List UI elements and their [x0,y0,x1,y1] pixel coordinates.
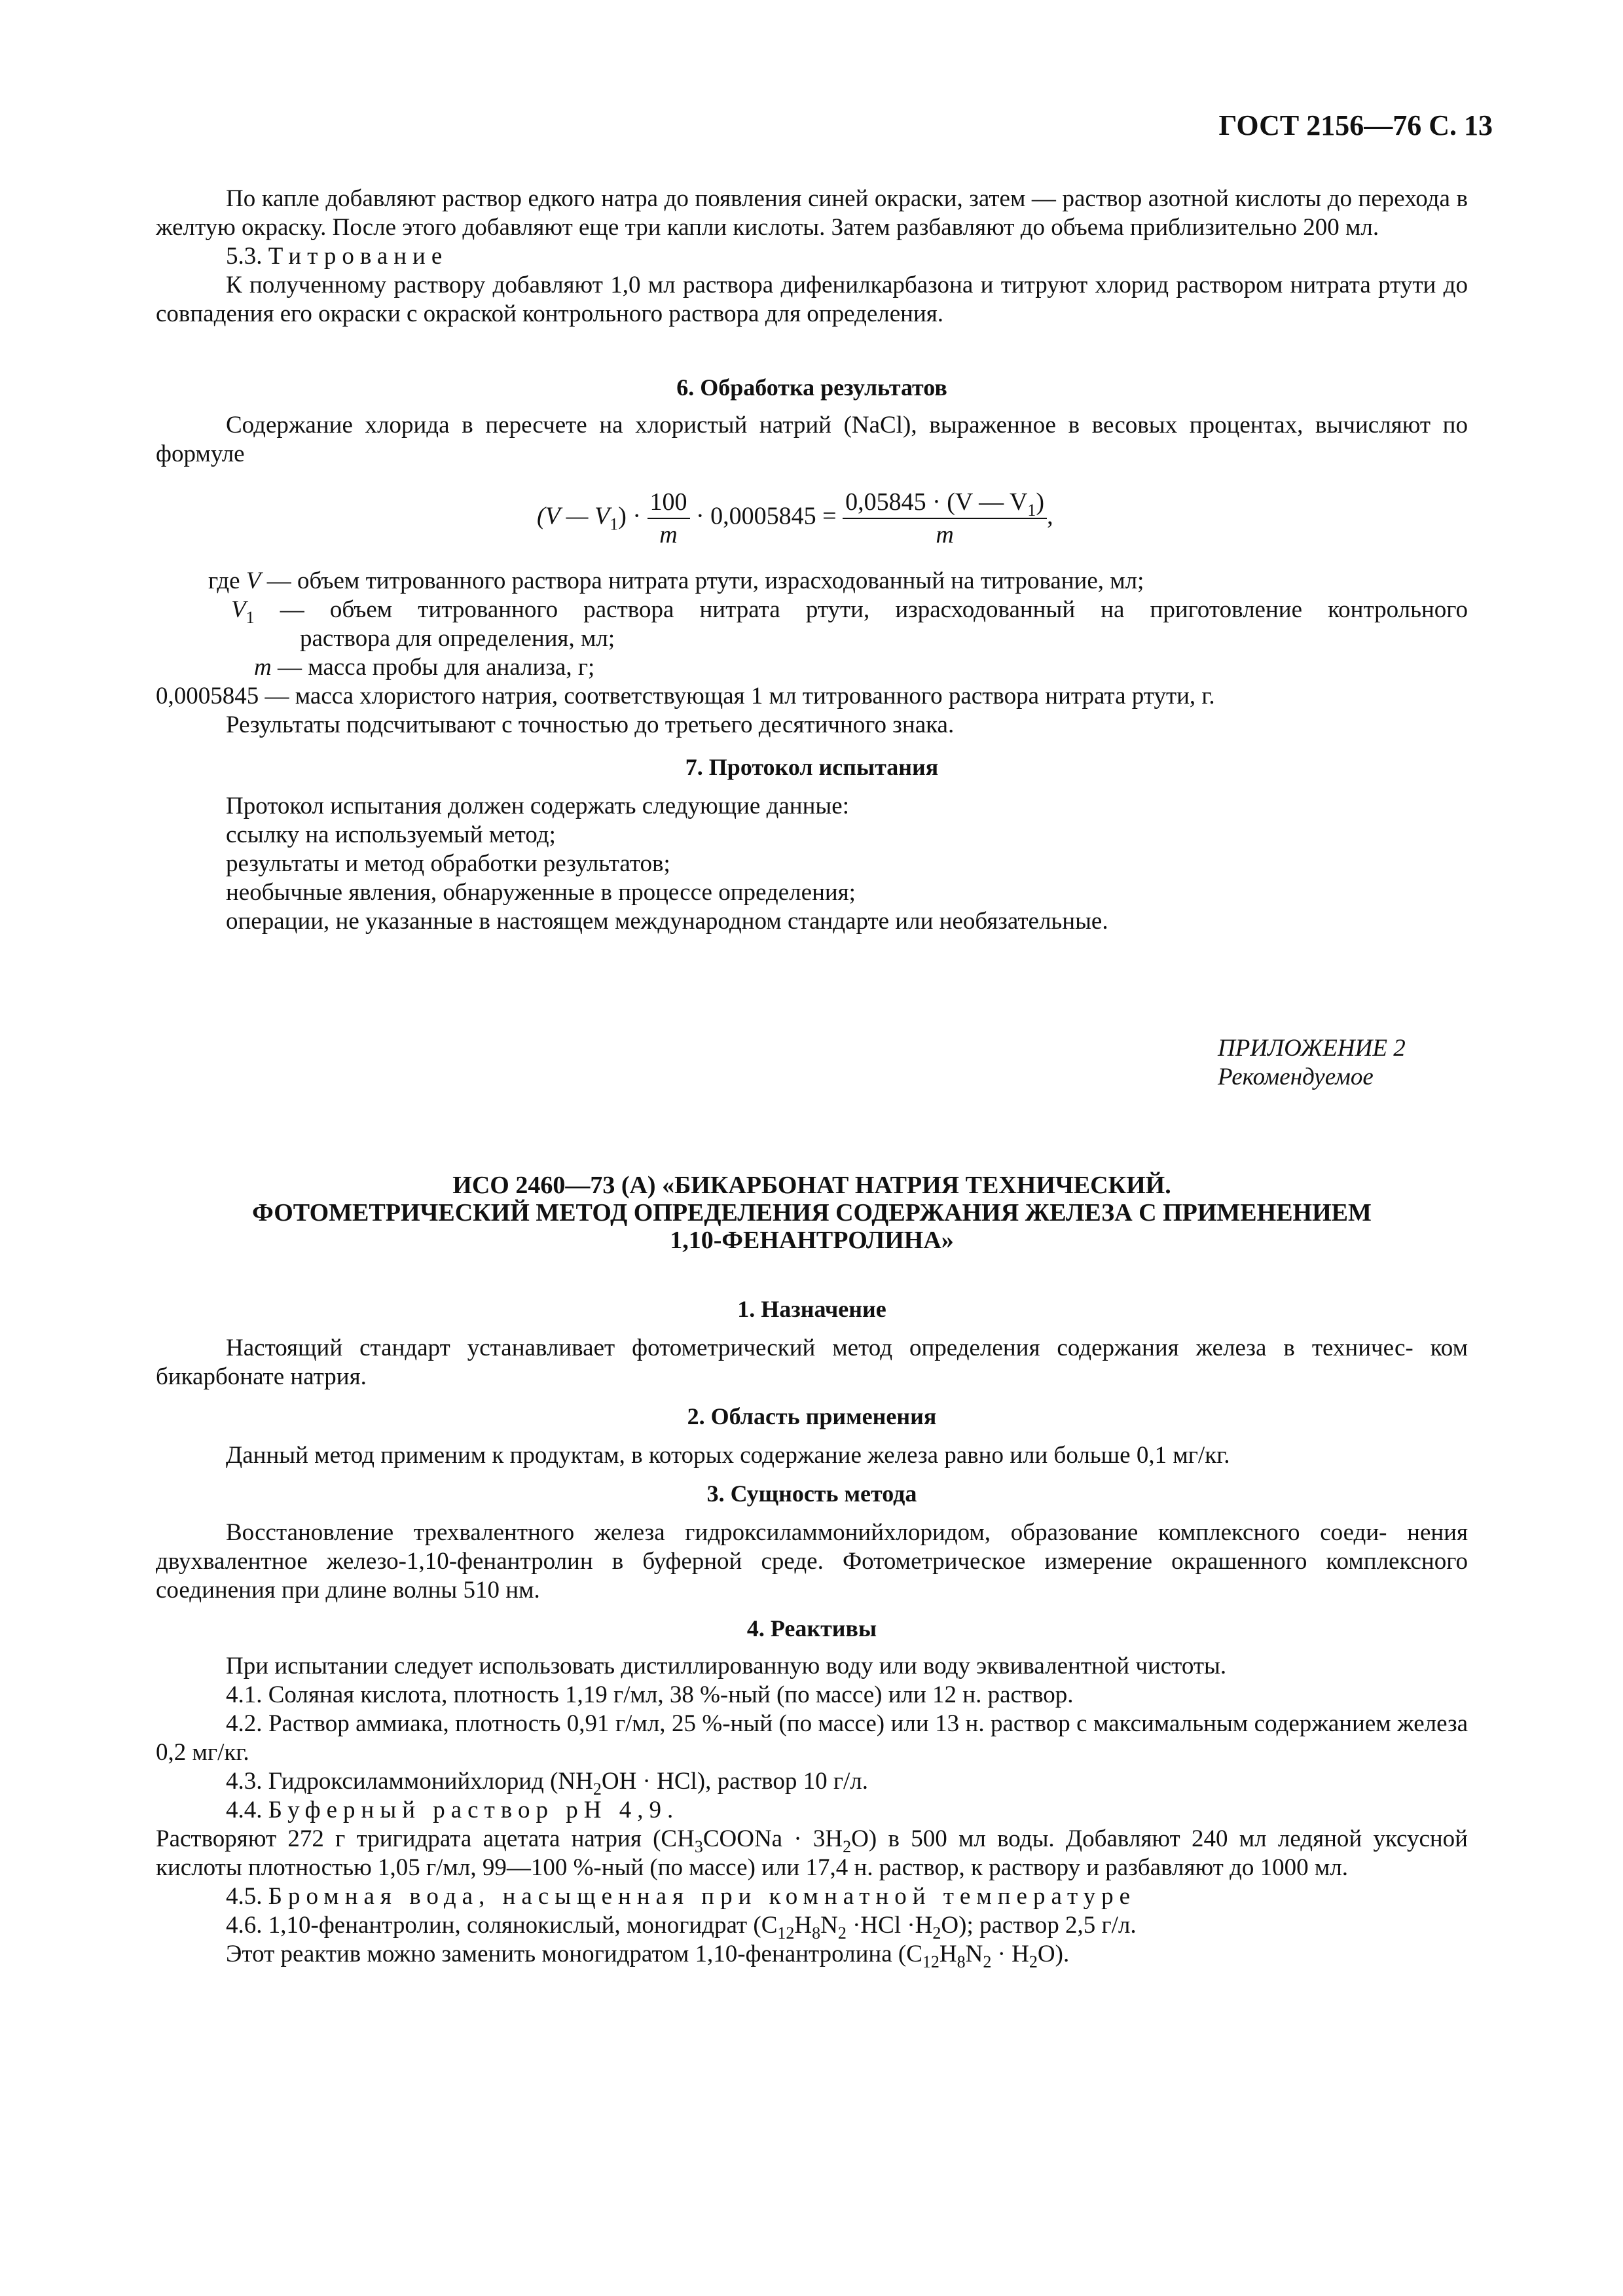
section-3-title: 3. Сущность метода [706,1480,917,1507]
formula-subscript: 1 [610,514,619,534]
definition-v1-text: — объем титрованного раствора нитрата ртути, израсходованный на приготовление контрольного [280,596,1468,623]
section-3-text: Восстановление трехвалентного железа гидроксиламмонийхлоридом, образование комплексного соеди- нения двухвалентное железо-1,10-фенантролин в буферной среде. Фотометрическое измерение окрашенного комплексного соединения при длине волны 510 нм. [156,1519,1468,1604]
item-4-6-note [156,1940,1468,1969]
subscript: 12 [777,1924,795,1943]
fraction-numerator: 100 [647,488,690,519]
text: 4.6. 1,10-фенантролин, солянокислый, моногидрат (C [226,1912,778,1939]
subscript: 8 [812,1924,821,1943]
item-number: 4.5. [226,1883,263,1910]
fraction-result [843,488,1047,549]
section-4-intro: При испытании следует использовать дистиллированную воду или воду эквивалентной чистоты. [226,1653,1227,1679]
definition-v1 [156,596,1468,627]
text: N [965,1941,983,1967]
formula-middle: · 0,0005845 = [696,502,837,530]
text: · H [991,1941,1029,1967]
item-4-3 [156,1767,1468,1799]
item-4-4-text-b: COONa · 3H [702,1825,843,1852]
definition-constant-text: — масса хлористого натрия, соответствующая 1 мл титрованного раствора нитрата ртути, г. [264,683,1215,709]
results-precision: Результаты подсчитывают с точностью до третьего десятичного знака. [226,711,955,738]
item-title: Бромная вода, насыщенная при комнатной температуре [268,1883,1137,1910]
item-4-4-heading [156,1796,1468,1825]
subscript: 2 [593,1780,602,1799]
item-4-1: 4.1. Соляная кислота, плотность 1,19 г/мл, 38 %-ный (по массе) или 12 н. раствор. [226,1681,1074,1708]
symbol-v: V [246,567,261,594]
section-7 [156,753,1468,936]
definition-constant [156,682,1468,711]
item-4-5 [156,1882,1468,1911]
text: O); раствор 2,5 г/л. [941,1912,1137,1939]
item-4-4-text-a: Растворяют 272 г тригидрата ацетата натрия (CH [156,1825,695,1852]
numerator-subscript: 1 [1027,501,1036,520]
section-6-title: 6. Обработка результатов [676,374,947,401]
text: N [820,1912,838,1939]
item-4-6 [156,1911,1468,1943]
list-item: результаты и метод обработки результатов; [226,850,670,877]
definition-v [156,567,1468,596]
section-7-title: 7. Протокол испытания [685,754,939,780]
definition-m-text: — масса пробы для анализа, г; [277,654,595,681]
section-title: Титрование [268,243,448,270]
formula-tail: , [1047,502,1053,530]
list-item: необычные явления, обнаруженные в процессе определения; [226,879,856,906]
symbol-constant: 0,0005845 [156,683,259,709]
fraction-result-denominator: m [936,521,954,548]
section-4-title: 4. Реактивы [746,1615,877,1641]
section-1-text: Настоящий стандарт устанавливает фотометрический метод определения содержания железа в техничес- ком бикарбонате натрия. [156,1335,1468,1390]
formula-lhs: (V — V [537,502,610,530]
section-6-text: Содержание хлорида в пересчете на хлористый натрий (NaCl), выраженное в весовых процентах, вычисляют по формуле [156,412,1468,467]
appendix-label [1218,1034,1480,1092]
section-5-3-heading [156,242,1468,271]
document-title-line: ФОТОМЕТРИЧЕСКИЙ МЕТОД ОПРЕДЕЛЕНИЯ СОДЕРЖАНИЯ ЖЕЛЕЗА С ПРИМЕНЕНИЕМ [252,1199,1372,1227]
definition-v1-continued: раствора для определения, мл; [300,625,615,652]
formula-lhs-close: ) · [618,502,641,530]
definition-m [156,653,1468,682]
appendix-title: ПРИЛОЖЕНИЕ 2 [1218,1035,1406,1062]
text: H [939,1941,957,1967]
document-title-line: ИСО 2460—73 (А) «БИКАРБОНАТ НАТРИЯ ТЕХНИЧЕСКИЙ. [452,1172,1171,1199]
section-2-title: 2. Область применения [687,1403,937,1429]
section-2-text: Данный метод применим к продуктам, в которых содержание железа равно или больше 0,1 мг/кг. [226,1442,1230,1469]
intro-block [156,185,1468,329]
symbol-v1-subscript: 1 [246,608,255,627]
subscript: 2 [983,1952,992,1971]
list-item: ссылку на используемый метод; [226,821,556,848]
subscript: 2 [843,1837,852,1856]
subscript: 8 [957,1952,966,1971]
text: H [794,1912,812,1939]
subscript: 12 [922,1952,939,1971]
symbol-v1: V [231,596,246,623]
item-4-4-text-c: O) в 500 мл воды. Добавляют 240 мл ледяной уксусной кислоты плотностью 1,05 г/мл, 99—100 %-ный (по массе) или 17,4 н. раствор, к раствору и разбавляют до 1000 мл. [156,1825,1468,1881]
fraction-denominator: m [659,521,678,548]
definition-v-text: — объем титрованного раствора нитрата ртути, израсходованный на титрование, мл; [266,567,1144,594]
subscript: 3 [694,1837,703,1856]
item-4-3-text-end: OH · HCl), раствор 10 г/л. [601,1768,869,1795]
subscript: 2 [932,1924,941,1943]
section-1-title: 1. Назначение [737,1296,886,1322]
list-item: Протокол испытания должен содержать следующие данные: [226,793,849,819]
text: Этот реактив можно заменить моногидратом 1,10-фенантролина (C [226,1941,922,1967]
text: ·HCl ·H [846,1912,933,1939]
text: O). [1037,1941,1070,1967]
numerator-close: ) [1036,488,1045,516]
list-item: операции, не указанные в настоящем международном стандарте или необязательные. [226,908,1108,935]
symbol-m: m [254,654,272,681]
intro-paragraph: По капле добавляют раствор едкого натра до появления синей окраски, затем — раствор азотной кислоты до перехода в желтую окраску. После этого добавляют еще три капли кислоты. Затем разбавляют до объема приблизительно 200 мл. [156,185,1468,241]
document-title [156,1172,1468,1254]
section-number: 5.3. [226,243,263,270]
section-7-list [156,792,1468,936]
subscript: 2 [1029,1952,1038,1971]
formula [537,488,1126,560]
section-5-3-text: К полученному раствору добавляют 1,0 мл раствора дифенилкарбазона и титруют хлорид раствором нитрата ртути до совпадения его окраски с окраской контрольного раствора для определения. [156,272,1468,327]
section-6 [156,373,1468,469]
fraction-100-over-m [647,488,690,549]
item-number: 4.4. [226,1797,263,1823]
item-title: Буферный раствор рН 4,9. [268,1797,680,1823]
numerator-text: 0,05845 · (V — V [845,488,1028,516]
subscript: 2 [837,1924,847,1943]
item-4-2: 4.2. Раствор аммиака, плотность 0,91 г/мл, 25 %-ный (по массе) или 13 н. раствор с максимальным содержанием железа 0,2 мг/кг. [156,1710,1468,1766]
iso-sections [156,1295,1468,1969]
page-header: ГОСТ 2156—76 С. 13 [1218,109,1493,141]
where-label: где [208,567,240,594]
appendix-subtitle: Рекомендуемое [1218,1064,1374,1090]
document-title-line: 1,10-ФЕНАНТРОЛИНА» [670,1227,954,1254]
item-4-3-text: 4.3. Гидроксиламмонийхлорид (NH [226,1768,593,1795]
item-4-4-text [156,1825,1468,1882]
definitions [156,567,1468,740]
fraction-result-numerator [843,488,1047,519]
